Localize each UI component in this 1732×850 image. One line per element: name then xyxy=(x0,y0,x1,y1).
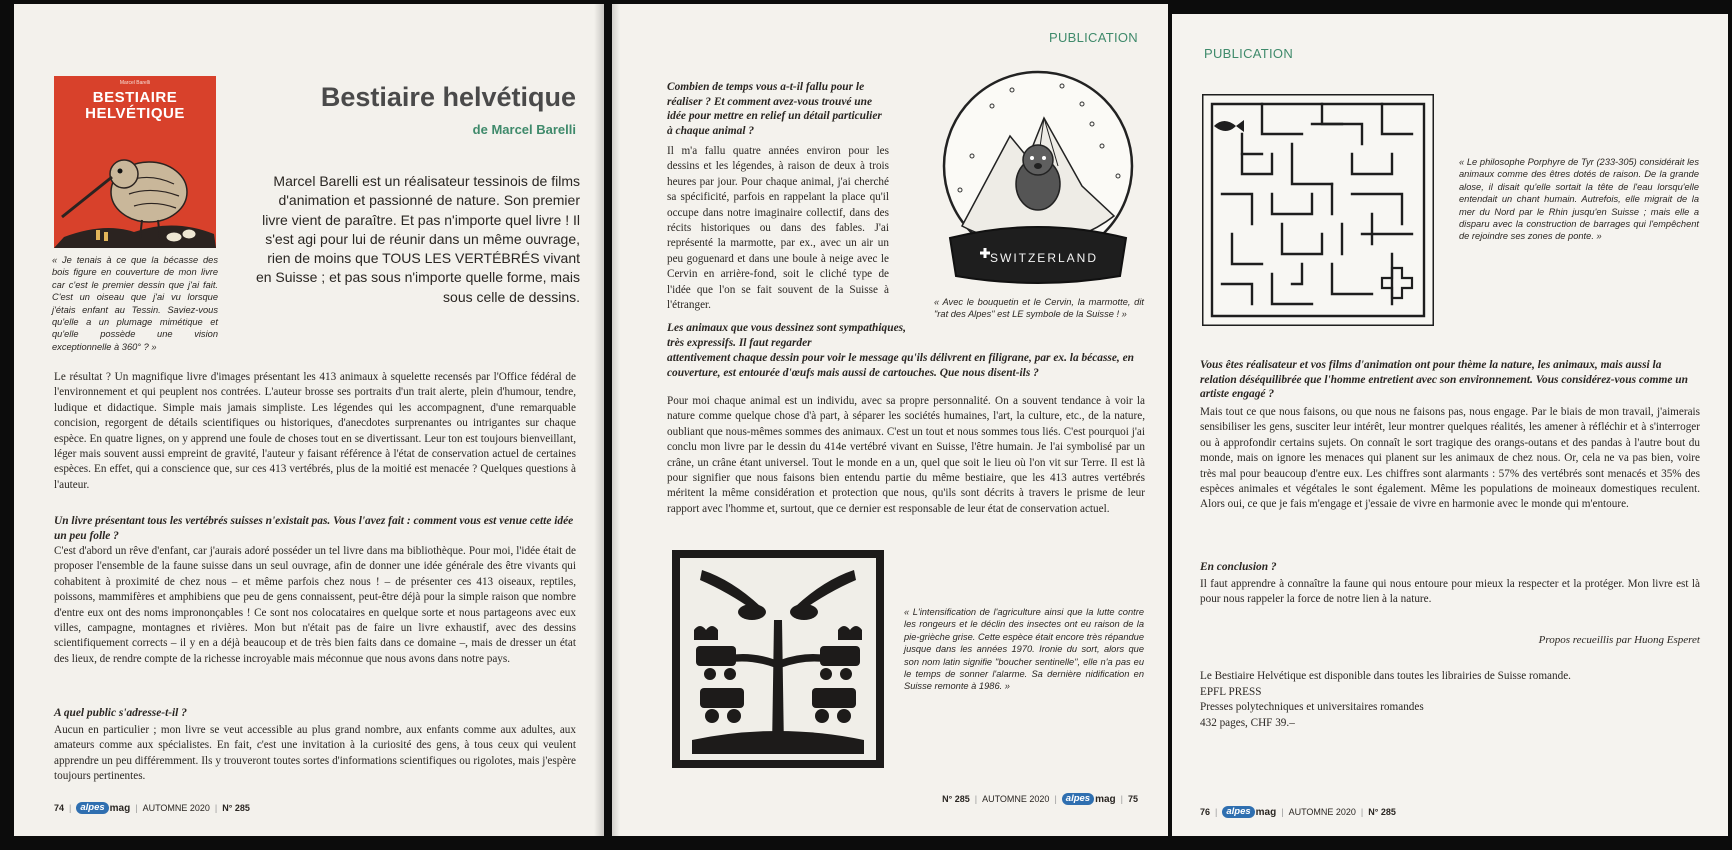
magazine-logo: alpes mag xyxy=(1062,793,1116,805)
question-4-start: Les animaux que vous dessinez sont sympathiques, très expressifs. Il faut regarder xyxy=(667,322,906,349)
maze-caption: « Le philosophe Porphyre de Tyr (233-305) considérait les animaux comme des êtres dotés de raison. De la grande alose, il disait qu'elle sortait la tête de l'eau lorsqu'elle entendait un chant humain. Autrefois, elle migrait de la mer du Nord par le Rhin jusqu'en Suisse ; mais elle a disparu avec la construction de barrages qui l'empêchent de rejoindre ses zones de ponte. » xyxy=(1459,157,1699,242)
page-footer: 74 | alpes mag | AUTOMNE 2020 | N° 285 xyxy=(54,802,250,814)
book-info-line: Presses polytechniques et universitaires romandes xyxy=(1200,701,1424,714)
question-1: Un livre présentant tous les vertébrés suisses n'existait pas. Vous l'avez fait : comment vous est venue cette idée un peu folle ? xyxy=(54,515,574,542)
question-6: En conclusion ? xyxy=(1200,561,1277,573)
shrike-caption: « L'intensification de l'agriculture ainsi que la lutte contre les rongeurs et le déclin des insectes ont eu raison de la pie-grièche grise. Cette espèce était encore très répandue jusque dans les années 1970. Ironie du sort, alors que son nom latin signifie "boucher sentinelle", elle n'a pas eu le temps de sonner l'alarme. Sa dernière nidification en Suisse remonte à 1986. » xyxy=(904,607,1144,692)
issue-number: N° 285 xyxy=(1368,807,1396,817)
cover-author: Marcel Barelli xyxy=(119,80,151,86)
question-3: Combien de temps vous a-t-il fallu pour le réaliser ? Et comment avez-vous trouvé une idée pour mettre en relief un détail particulier à chaque animal ? xyxy=(667,81,882,137)
answer-3: Il m'a fallu quatre années environ pour les dessins et les légendes, à raison de deux à trois heures par jour. Pour chaque animal, j'ai cherché sa spécificité, parfois en rappelant la place qu'il occupe dans notre imaginaire collectif, dans des récits historiques ou dans des fables. J'ai représenté la marmotte, par ex., avec un air un peu goguenard et dans une boule à neige avec le Cervin en arrière-fond, soit le cliché type de l'idée que l'on se fait souvent de la Suisse à l'étranger. xyxy=(667,145,889,312)
snowglobe-label: SWITZERLAND xyxy=(989,251,1099,265)
page-number: 76 xyxy=(1200,807,1211,817)
answer-1: C'est d'abord un rêve d'enfant, car j'aurais adoré posséder un tel livre dans ma bibliothèque. Pour moi, l'idée était de proposer l'ensemble de la faune suisse dans un seul ouvrage, afin de donner une idée générale des être vivants qui cohabitent à proximité de chez nous – et même parfois chez nous ! – de présenter ces 413 oiseaux, reptiles, poissons, mammifères et amphibiens que peu de gens connaissent, peut-être déjà pour la simple raison que nombre d'entre eux ont des noms imprononçables ! Ce sont nos colocataires en quelque sorte et nous partageons avec eux villes, campagne, montagnes et rivières. Mon but n'était pas de faire un livre exhaustif, avec des dessins scientifiquement corrects – il y en a déjà beaucoup et de très bien faits dans ce domaine –, mais de dresser un état des lieux, de rendre compte de la richesse incroyable mais méconnue que nous avons dans notre pays. xyxy=(54,545,576,665)
page-76 xyxy=(1172,14,1728,836)
maze-illustration xyxy=(1202,94,1434,326)
magazine-logo: alpes mag xyxy=(1222,806,1276,818)
snowglobe-caption: « Avec le bouquetin et le Cervin, la marmotte, dit "rat des Alpes" est LE symbole de la Suisse ! » xyxy=(934,297,1144,320)
article-intro: Marcel Barelli est un réalisateur tessinois de films d'animation et passionné de nature. Son premier livre vient de paraître. Et pas n'importe quel livre ! Il s'est agi pour lui de réunir dans un même ouvrage, rien de moins que TOUS LES VERTÉBRÉS vivant en Suisse ; et pas sous n'importe quelle forme, mais sous celle de dessins. xyxy=(255,173,580,305)
season: AUTOMNE 2020 xyxy=(982,794,1050,804)
answer-5: Mais tout ce que nous faisons, ou que nous ne faisons pas, nous engage. Par le biais de mon travail, j'aimerais sensibiliser les gens, susciter leur intérêt, leur montrer quelques réalités, les amener à réfléchir et à s'interroger ou à approfondir certains sujets. On connaît le sort tragique des orangs-outans et des pandas à l'autre bout du monde, mais on ignore les menaces qui planent sur les animaux de chez nous. Or, cela ne va pas bien, voire très mal pour beaucoup d'entre eux. Les chiffres sont alarmants : 57% des vertébrés sont menacés et 35% des espèces animales et végétales le sont également. Même les populations de moineaux domestiques reculent. Alors oui, ce que je fais m'engage et j'essaie de vivre en harmonie avec le monde qui m'entoure. xyxy=(1200,406,1700,511)
page-75 xyxy=(612,4,1168,836)
question-5: Vous êtes réalisateur et vos films d'animation ont pour thème la nature, les animaux, mais aussi la relation déséquilibrée que l'homme entretient avec son environnement. Vous considérez-vous comme un artiste engagé ? xyxy=(1200,359,1688,401)
cover-title-line1: BESTIAIRE xyxy=(92,89,178,106)
section-label: PUBLICATION xyxy=(1204,46,1294,61)
season: AUTOMNE 2020 xyxy=(1288,807,1356,817)
article-title: Bestiaire helvétique xyxy=(320,82,576,112)
section-label: PUBLICATION xyxy=(1048,30,1138,45)
cover-title-line2: HELVÉTIQUE xyxy=(85,105,185,122)
question-4-end: attentivement chaque dessin pour voir le message qu'ils délivrent en filigrane, par ex. la bécasse, en couverture, est entourée d'œufs mais aussi de cartouches. Que nous disent-ils ? xyxy=(667,352,1134,379)
intro-paragraph: Le résultat ? Un magnifique livre d'images présentant les 413 animaux à squelette recensés par l'Office fédéral de l'environnement et qui peuplent nos contrées. L'auteur brosse ses portraits d'un trait alerte, plein d'humour, tendre, ludique et didactique. Simple mais jamais simpliste. Les légendes qui les accompagnent, d'une remarquable concision, regorgent de détails scientifiques ou historiques, d'anecdotes surprenantes ou intrigantes sur chaque espèce. En quatre lignes, on y apprend une foule de choses tout en se divertissant. Leur ton est toujours bienveillant, léger mais souvent aussi empreint de gravité, l'auteur y faisant référence à l'état de conservation actuel de certaines espèces. En effet, qui a conscience que, sur ces 413 vertébrés, plus de la moitié est menacée ? Quelques questions à l'auteur. xyxy=(54,371,576,491)
answer-6: Il faut apprendre à connaître la faune qui nous entoure pour mieux la respecter et la protéger. Mon livre est là pour nous rappeler la force de notre lien à la nature. xyxy=(1200,578,1700,606)
page-footer: N° 285 | AUTOMNE 2020 | alpes mag | 75 xyxy=(942,793,1138,805)
season: AUTOMNE 2020 xyxy=(142,803,210,813)
magazine-logo: alpes mag xyxy=(76,802,130,814)
answer-2: Aucun en particulier ; mon livre se veut accessible au plus grand nombre, aux enfants comme aux adultes, aux amateurs comme aux spécialistes. En fait, c'est une invitation à la curiosité des gens, à tous ceux qui veulent apprendre un peu différemment. Ils y trouveront toutes sortes d'informations scientifiques ou rigolotes, mais j'espère toujours pertinentes. xyxy=(54,724,576,783)
page-footer: 76 | alpes mag | AUTOMNE 2020 | N° 285 xyxy=(1200,806,1396,818)
issue-number: N° 285 xyxy=(942,794,970,804)
book-info-publisher: EPFL PRESS xyxy=(1200,685,1262,698)
page-74 xyxy=(14,4,604,836)
snowglobe-illustration xyxy=(932,66,1144,294)
book-info-price: 432 pages, CHF 39.– xyxy=(1200,716,1295,729)
page-number: 75 xyxy=(1127,794,1138,804)
article-byline: de Marcel Barelli xyxy=(472,122,576,137)
woodcock-illustration xyxy=(54,122,216,248)
book-info xyxy=(1200,669,1700,731)
shrike-papercut-illustration xyxy=(672,550,884,768)
book-cover-image xyxy=(54,76,216,248)
cover-caption: « Je tenais à ce que la bécasse des bois figure en couverture de mon livre car c'est le premier dessin que j'ai fait. C'est un oiseau que j'ai vu lorsque j'étais enfant au Tessin. Saviez-vous qu'elle a un plumage mimétique et qu'elle possède une vision exceptionnelle à 360° ? » xyxy=(52,255,218,352)
page-number: 74 xyxy=(54,803,65,813)
book-info-line: Le Bestiaire Helvétique est disponible dans toutes les librairies de Suisse romande. xyxy=(1200,670,1571,682)
interview-credit: Propos recueillis par Huong Esperet xyxy=(1538,634,1700,646)
issue-number: N° 285 xyxy=(222,803,250,813)
answer-4: Pour moi chaque animal est un individu, avec sa propre personnalité. On a souvent tendance à voir la nature comme quelque chose d'à part, à séparer les sociétés humaines, l'art, la culture, etc., de la nature, oubliant que nous-mêmes sommes des animaux. C'est un tout et nous sommes tous liés. C'est pourquoi j'ai conclu mon livre par le dessin du 414e vertébré vivant en Suisse, l'être humain. Je l'ai symbolisé par un crâne, un crâne étant universel. Tout le monde en a un, quel que soit le lieu où l'on vit sur Terre. Il est là pour signifier que nous faisons bien entendu partie du même bestiaire, que les 413 autres vertébrés méritent la même considération et protection que nous, qu'ils sont décrits à travers le prisme de leur rapport avec l'homme et, surtout, que ce dernier est responsable de leur état de conservation actuel. xyxy=(667,395,1145,515)
question-2: A quel public s'adresse-t-il ? xyxy=(54,707,187,719)
